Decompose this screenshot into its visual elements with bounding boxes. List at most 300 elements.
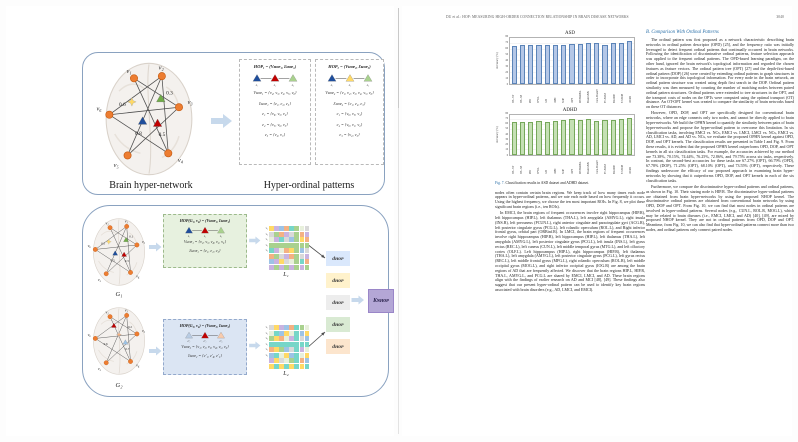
x-tick-slot (576, 156, 584, 174)
x-tick-slot (517, 156, 525, 174)
matrix-cell (284, 259, 289, 264)
x-tick-label: WL-SP (520, 165, 524, 174)
formula-line: Vʜᴏᴘ₁ = {v₂, v₃, v₄, v₅, v₆} (183, 239, 227, 244)
x-tick-label: DSTKRNL (578, 161, 582, 174)
svg-text:e₁: e₁ (187, 235, 191, 238)
matrix-cell (294, 331, 299, 336)
matrix-cell (284, 243, 289, 248)
bar (611, 120, 616, 156)
matrix-cell (284, 226, 289, 231)
matrix-cell (294, 237, 299, 242)
running-head (446, 15, 784, 19)
y-tick-label: 80 (505, 34, 508, 38)
x-axis-labels (506, 153, 635, 174)
matrix-cell (305, 243, 310, 248)
matrix-cell (294, 259, 299, 264)
svg-text:e₁: e₁ (330, 82, 333, 87)
matrix-cell (269, 265, 274, 270)
matrix-cell (269, 259, 274, 264)
left-page (6, 6, 394, 436)
x-tick-label: T-SHOP (620, 93, 624, 103)
matrix-cell (294, 226, 299, 231)
label-brain-hypernetwork: Brain hyper-network (109, 180, 193, 191)
formula-line: Vʜᴏᴘ₂ = {v₁, v₂, v₃, v₄, v₅, v₆} (181, 344, 229, 349)
y-tick-label: 10 (505, 76, 508, 80)
matrix-cell (279, 232, 284, 237)
matrix-cell (279, 353, 284, 358)
x-tick-slot (517, 85, 525, 103)
kernel-output-box: Kɴʜᴏᴘ (368, 289, 394, 313)
x-tick-label: OPD (553, 168, 557, 174)
svg-text:e₃: e₃ (219, 235, 223, 238)
formula-line: e₄ = {v₆, v₁, v₂} (336, 121, 363, 127)
svg-text:v₅: v₅ (113, 162, 119, 170)
matrix-cell (300, 336, 305, 341)
matrix-cell (279, 347, 284, 352)
svg-text:0.3: 0.3 (124, 259, 129, 264)
bar (512, 46, 517, 84)
matrix-cell (284, 342, 289, 347)
matrix-cell (274, 237, 279, 242)
x-tick-slot (593, 156, 601, 174)
svg-text:e₃: e₃ (291, 82, 295, 87)
dhop-distance-box: dʜᴏᴘ (326, 317, 350, 332)
matrix-cell (289, 347, 294, 352)
bar (602, 45, 607, 84)
dhop-distance-box: dʜᴏᴘ (326, 339, 350, 354)
right-block-arrow-icon (249, 341, 261, 350)
matrix-row-label: v₆ (265, 352, 268, 357)
matrix-cell (289, 232, 294, 237)
g1-label: G₁ (115, 291, 123, 298)
bar (545, 45, 550, 84)
matrix-cell (279, 254, 284, 259)
paragraph: Furthermore, we compare the discriminative hyper-ordinal patterns and ordinal patterns, as shown in Fig. 10. Their staring node is HIP.R. The discriminative hyper-ordinal patterns are obtained from brain hyper-networks by using the proposed NHOP kernel. The discriminative ordinal patterns are obtained from conventional brain networks by using OPD, DOP and OPT. From Fig. 10, we can find that most nodes in ordinal patterns are involved in hyper-ordinal patterns. Several nodes (e.g., CUN.L, ROL.R, MOG.L), which may be related to brain diseases (i.e., EMCI, LMCI, and AD) [40], [49], are mixed by proposed NHOP kernel. They are not in ordinal patterns from OPD, DOP and OPT. Meantime, from Fig. 10, we can also find that hyper-ordinal patterns connect more than two nodes, and ordinal patterns only connect paired nodes. (646, 183, 794, 233)
formula-line: Vʜᴏᴘ₂ = {v₁, v₂, v₃, v₄, v₅, v₆} (325, 90, 374, 95)
formula-line: e₃ = {v₂, v₃} (264, 132, 286, 137)
matrix-cell (274, 353, 279, 358)
svg-text:v₆: v₆ (87, 332, 91, 337)
formula-line: Ɛʜᴏᴘ₂ = {e′₁, e′₄, e′₃} (188, 352, 222, 358)
bar (594, 121, 599, 155)
matrix-cell (279, 248, 284, 253)
matrix-cell (300, 358, 305, 363)
matrix-cell (289, 259, 294, 264)
svg-text:v₁: v₁ (105, 310, 109, 315)
x-tick-label: WWL (536, 96, 540, 103)
bar (520, 122, 525, 156)
dhop-distance-box: dʜᴏᴘ (326, 251, 350, 266)
y-axis-ticks (501, 111, 509, 157)
bar (619, 119, 624, 155)
bar (569, 44, 574, 84)
matrix-cell (300, 248, 305, 253)
matrix-cell (294, 232, 299, 237)
matrix-cell (269, 358, 274, 363)
x-tick-slot (559, 85, 567, 103)
hop1-title: HOP₁ = (Vʜᴏᴘ₁, Ɛʜᴏᴘ₁) (253, 64, 297, 69)
matrix-cell (274, 243, 279, 248)
bar (586, 119, 591, 155)
svg-text:e₄: e₄ (348, 82, 351, 87)
matrix-cell (294, 342, 299, 347)
y-tick-label: 50 (505, 127, 508, 131)
matrix-cell (300, 331, 305, 336)
svg-text:e₂: e₂ (273, 82, 277, 87)
matrix-cell (269, 226, 274, 231)
svg-text:v₃: v₃ (142, 329, 146, 334)
x-tick-label: GH (545, 170, 549, 174)
matrix-cell (300, 364, 305, 369)
matrix-cell (269, 243, 274, 248)
matrix-cell (284, 364, 289, 369)
matrix-cell (289, 358, 294, 363)
formula-line: e₁ = {v₆, v₅, v₄} (262, 111, 288, 116)
matrix-cell (284, 265, 289, 270)
svg-text:v₅: v₅ (97, 277, 101, 282)
x-tick-label: OPT (570, 97, 574, 103)
matrix-cell (300, 342, 305, 347)
brain-g2-image (87, 301, 151, 381)
bar (627, 118, 632, 155)
section-heading: B. Comparison With Ordinal Patterns (646, 30, 719, 35)
x-tick-slot (618, 156, 626, 174)
matrix-cell (269, 347, 274, 352)
svg-text:v₃: v₃ (187, 99, 193, 106)
plot-area (506, 37, 635, 86)
x-tick-label: BrainGNN (587, 91, 591, 103)
matrix-cell (269, 325, 274, 330)
y-tick-label: 60 (505, 122, 508, 126)
x-tick-label: DSTKRNL (578, 90, 582, 103)
bar (627, 41, 632, 84)
formula-line: Ɛʜᴏᴘ₁ = {e₁, e₂, e₃} (259, 100, 291, 106)
formula-line: Ɛʜᴏᴘ₁ = {e₁, e₂, e₃} (189, 247, 221, 253)
right-block-arrow-icon (149, 242, 162, 252)
x-tick-slot (543, 85, 551, 103)
matrix-cell (274, 364, 279, 369)
matrix-cell (289, 325, 294, 330)
matrix-cell (279, 259, 284, 264)
svg-text:0.6: 0.6 (119, 102, 126, 109)
x-tick-label: WWL (536, 167, 540, 174)
y-axis-ticks (501, 34, 509, 86)
matrix-cell (300, 232, 305, 237)
matrix-cell (289, 342, 294, 347)
formula-line: e₁ = {v₆, v₅, v₄} (336, 111, 363, 116)
x-tick-slot (506, 153, 517, 174)
hop2-title: HOP₂ = (Vʜᴏᴘ₂, Ɛʜᴏᴘ₂) (328, 64, 371, 69)
svg-text:e′₄: e′₄ (203, 340, 207, 343)
x-tick-label: FC-MAT (604, 164, 608, 174)
svg-text:v₄: v₄ (136, 274, 140, 279)
matrix-cell (305, 265, 310, 270)
y-tick-label: 70 (505, 40, 508, 44)
bar (602, 120, 607, 155)
matrix-cell (284, 336, 289, 341)
x-tick-label: Com-BrainT (595, 160, 599, 174)
y-tick-label: 40 (505, 58, 508, 62)
matrix-cell (294, 358, 299, 363)
matrix-cell (284, 237, 289, 242)
figure-top-panel (82, 52, 385, 195)
running-title: DU et al.: HOP: MEASURING HIGH-ORDER CONNECTION RELATIONSHIP IN BRAIN DISEASE NETWORKS (446, 15, 629, 19)
matrix-cell (289, 243, 294, 248)
dhop-distance-box: dʜᴏᴘ (326, 295, 350, 310)
matrix-cell (279, 358, 284, 363)
matrix-cell (284, 248, 289, 253)
paragraph: The ordinal pattern was first proposed as a network characteristic describing brain networks in ordinal pattern descriptor (OPD) [25], and the frequency ratio was initially leveraged to detect frequent ordinal patterns that continually occurred in brain networks. Following the identification of discriminative ordinal patterns, feature selection approach was applied to the frequent ordinal patterns. The OPD-based learning paradigm, on the other hand, ignored the brain network's topological information and regarded the chosen features as feature vectors. The ordinal pattern tree (OPT) [27] and the depth-first-based ordinal pattern (DOP) [26] were created by extending ordinal patterns to graph structures in order to incorporate this topological information. For every node in the brain network, an ordinal pattern structure was created using depth first search in the DOP. Ordinal pattern similarity was then measured by counting the number of matching nodes between paired ordinal pattern structures. Ordinal patterns were extended to tree structures in the OPT, and the transport costs of nodes on the OPTs were computed using the optimal transport (OT) distance. An OT-OPT kernel was created to compare the similarity of brain networks based on these OT distances. (646, 37, 794, 110)
x-tick-label: BLODE (612, 165, 616, 174)
bar (594, 43, 599, 84)
svg-text:v₆: v₆ (87, 243, 91, 248)
svg-text:v₄: v₄ (177, 156, 184, 164)
x-tick-slot (559, 156, 567, 174)
y-axis-label: Accuracy (%) (495, 52, 499, 70)
x-tick-slot (601, 85, 609, 103)
svg-text:0.3: 0.3 (166, 90, 173, 97)
x-tick-slot (593, 85, 601, 103)
svg-text:v₂: v₂ (124, 219, 128, 224)
x-tick-label: WL-ST (511, 165, 515, 174)
chart-title: ASD (564, 31, 575, 36)
x-tick-label: SOP (562, 169, 566, 174)
matrix-cell (305, 254, 310, 259)
matrix-cell (289, 226, 294, 231)
x-tick-slot (526, 156, 534, 174)
matrix-cell (289, 265, 294, 270)
matrix-cell (269, 336, 274, 341)
matrix-cell (294, 347, 299, 352)
matrix-cell (305, 347, 310, 352)
matrix-row-label: v₃ (265, 336, 268, 341)
bar (528, 122, 533, 155)
matrix-cell (269, 254, 274, 259)
matrix-cell (279, 243, 284, 248)
x-tick-slot (568, 156, 576, 174)
x-tick-label: OURS (629, 95, 633, 103)
matrix-cell (284, 325, 289, 330)
matrix-cell (279, 325, 284, 330)
x-tick-label: BrainGNN (587, 162, 591, 174)
matrix-cell (305, 325, 310, 330)
matrix-cell (300, 237, 305, 242)
brain-hypernetwork-image (91, 59, 207, 179)
matrix-row-label: v₂ (265, 226, 268, 230)
matrix-cell (284, 347, 289, 352)
l1-matrix (269, 226, 309, 270)
l2-row-labels (261, 325, 268, 369)
x-tick-slot (618, 85, 626, 103)
dhop-distance-stack (326, 251, 350, 361)
svg-text:0.2: 0.2 (127, 325, 132, 330)
x-tick-slot (551, 85, 559, 103)
hop-g2-box (163, 319, 247, 375)
x-tick-label: OPT (570, 168, 574, 174)
matrix-cell (274, 358, 279, 363)
matrix-row-label: v₄ (265, 237, 268, 242)
svg-text:v₆: v₆ (96, 105, 102, 113)
x-tick-slot (610, 85, 618, 103)
figure-caption (495, 181, 645, 186)
y-tick-label: 20 (505, 70, 508, 74)
hop-g1-title: HOP(G₁, v₆) = (Vʜᴏᴘ₁, Ɛʜᴏᴘ₁) (179, 218, 231, 223)
svg-text:e′₁: e′₁ (187, 340, 191, 343)
column-left (495, 31, 645, 294)
matrix-cell (305, 226, 310, 231)
x-tick-label: GH (545, 99, 549, 103)
bar (561, 45, 566, 84)
matrix-cell (279, 336, 284, 341)
y-tick-label: 10 (505, 148, 508, 152)
x-tick-slot (576, 85, 584, 103)
x-axis-labels (506, 82, 635, 103)
hop1-motif-icon (248, 72, 302, 87)
matrix-cell (300, 325, 305, 330)
adhd-bar-chart (495, 108, 645, 174)
hop-g1-box (163, 214, 247, 268)
y-axis-label: Accuracy (%) (495, 126, 499, 144)
bar (569, 119, 574, 155)
y-tick-label: 30 (505, 64, 508, 68)
matrix-cell (284, 331, 289, 336)
matrix-cell (274, 331, 279, 336)
matrix-cell (279, 226, 284, 231)
x-tick-slot (543, 156, 551, 174)
dhop-distance-box: dʜᴏᴘ (326, 273, 350, 288)
hop2-motif-icon (323, 72, 377, 87)
l1-row-labels (261, 226, 268, 270)
label-hyper-ordinal-patterns: Hyper-ordinal patterns (263, 180, 355, 191)
x-tick-slot (568, 85, 576, 103)
matrix-cell (289, 248, 294, 253)
matrix-cell (269, 248, 274, 253)
bar (561, 120, 566, 155)
y-tick-label: 50 (505, 52, 508, 56)
matrix-cell (274, 259, 279, 264)
x-tick-label: RW (528, 98, 532, 103)
matrix-cell (284, 232, 289, 237)
bar (520, 45, 525, 84)
matrix-cell (305, 358, 310, 363)
svg-text:0.7: 0.7 (125, 346, 130, 351)
x-tick-slot (627, 85, 635, 103)
matrix-cell (294, 254, 299, 259)
paragraph: In EMCI, the brain regions of frequent occurrences involve right hippocampus (HIP.R), left hippocampus (HIP.L), left thalamus (THA.L), left amygdala (AMYG.L), right insula (INS.R), left precuneus (PCUN.L), right anterior cingulate and paracingulate gyri (ACG.R), left posterior cingulate gyrus (PCG.L), left rolandic operculum (ROL.L), and Right inferior frontal gyrus, orbital part (ORBinf.R). In LMCI, the brain regions of frequent occurrences involve right hippocampus (HIP.R), left hippocampus (HIP.L), left thalamus (THA.L), left amygdala (AMYG.L), left posterior cingulate gyrus (PCG.L), left insula (INS.L), left gyrus rectus (REC.L), left cuneus (CUN.L), left middle temporal gyrus (MTG.L), and left olfactory cortex (OLF.L). Left hippocampus (HIP.L), right hippocampus (HIP.R), left thalamus (THA.L), left amygdala (AMYG.L), left posterior cingulate gyrus (PCG.L), left gyrus rectus (REC.L), left middle frontal gyrus (MFG.L), right rolandic operculum (ROL.R), left middle occipital gyrus (MOG.L), and right inferior occipital gyrus (IOG.R) are among the brain regions of AD that are frequently affected. We discover that the brain regions HIP.L, HIP.R, THA.L, AMYG.L, and PCG.L are shared by EMCI, LMCI, and AD. These brain regions align with the findings of earlier research on AD and MCI [48], [49]. These findings also suggest that our present hyper-ordinal pattern can be used to identify key brain regions associated with brain disorders (e.g., AD, LMCI, and EMCI). (495, 210, 645, 293)
hop2-pattern-box (315, 59, 384, 165)
matrix-row-label: v₄ (265, 341, 268, 346)
bar (536, 121, 541, 155)
matrix-cell (269, 353, 274, 358)
matrix-cell (274, 265, 279, 270)
y-tick-label: 80 (505, 111, 508, 115)
matrix-cell (274, 254, 279, 259)
l2-caption: L₂ (283, 371, 289, 377)
formula-line: Vʜᴏᴘ₁ = {v₂, v₃, v₄, v₅, v₆} (253, 90, 297, 95)
caption-text: Classification results in ASD dataset and ADHD dataset. (505, 181, 590, 185)
x-tick-slot (551, 156, 559, 174)
paragraph: nodes often contain certain brain regions. We keep track of how many times each node appears in hyper-ordinal patterns, and we rate each node based on how frequently it occurs. Using the highest frequency, we choose the ten most important ROIs. In Fig. 8, we plot these significant brain regions (i.e., ten ROIs). (495, 189, 645, 209)
l1-caption: L₁ (283, 272, 289, 278)
right-block-arrow-icon (149, 346, 162, 356)
matrix-cell (284, 254, 289, 259)
matrix-cell (300, 347, 305, 352)
matrix-cell (289, 336, 294, 341)
l2-matrix (269, 325, 309, 369)
matrix-cell (305, 336, 310, 341)
svg-text:v₄: v₄ (136, 363, 140, 368)
y-tick-label: 40 (505, 132, 508, 136)
x-tick-slot (585, 85, 593, 103)
bar (586, 43, 591, 84)
hop-g2-title: HOP(G₂, v₆) = (Vʜᴏᴘ₂, Ɛʜᴏᴘ₂) (179, 323, 231, 328)
svg-text:v₂: v₂ (124, 308, 128, 313)
x-tick-slot (585, 156, 593, 174)
matrix-row-label: v₁ (265, 325, 268, 329)
x-tick-slot (506, 82, 517, 103)
matrix-cell (274, 248, 279, 253)
y-tick-label: 20 (505, 143, 508, 147)
x-tick-slot (601, 156, 609, 174)
column-right (646, 30, 794, 234)
svg-text:v₁: v₁ (105, 221, 109, 226)
x-tick-slot (534, 85, 542, 103)
matrix-row-label: v₂ (265, 330, 268, 335)
matrix-cell (284, 353, 289, 358)
svg-text:v₅: v₅ (97, 366, 101, 371)
matrix-cell (294, 353, 299, 358)
matrix-row-label: v₆ (265, 248, 268, 253)
matrix-cell (289, 237, 294, 242)
right-block-arrow-icon (351, 295, 365, 305)
x-tick-slot (610, 156, 618, 174)
x-tick-slot (627, 156, 635, 174)
matrix-cell (305, 331, 310, 336)
x-tick-slot (526, 85, 534, 103)
matrix-cell (279, 237, 284, 242)
matrix-cell (269, 232, 274, 237)
x-tick-label: BLODE (612, 94, 616, 103)
svg-text:0.5: 0.5 (110, 258, 115, 263)
svg-text:e₂: e₂ (203, 235, 207, 238)
matrix-cell (305, 232, 310, 237)
matrix-cell (279, 342, 284, 347)
matrix-cell (300, 254, 305, 259)
matrix-row-label: v₃ (265, 231, 268, 236)
x-tick-label: OPD (553, 97, 557, 103)
brain-g1-image (87, 212, 151, 292)
g2-label: G₂ (115, 382, 123, 389)
svg-text:e₁: e₁ (255, 82, 259, 87)
matrix-cell (279, 331, 284, 336)
paragraph: However, OPD, DOP, and OPT are specifically designed for conventional brain networks, where an edge connects only two nodes, and cannot be directly applied to brain hyper-networks. We build the OPHN kernel to quantify the similarity between pairs of brain hyper-networks and propose the hyper-ordinal pattern to overcome this limitation. In six classification tasks, involving EMCI vs. NCs, EMCI vs. LMCI, LMCI vs. NCs, EMCI vs. AD, LMCI vs. AD, and AD vs. NCs, we evaluate the proposed OPHN kernel against OPD, DOP, and OPT kernels. The classification results are presented in Table I and Fig. 9. From these results, it is evident that the proposed OPHN kernel outperforms OPD, DOP, and OPT kernels in all six classification tasks. For example, the accuracies achieved by our method are 73.38%, 70.15%, 74.44%, 76.25%, 72.86%, and 79.75% across six tasks, respectively. In contrast, the second-best accuracies for these tasks are 67.27% (OPT), 66.79% (OPD), 67.78% (DOP), 71.25% (OPT), 68.10% (OPT), and 73.55% (OPT), respectively. These findings underscore the efficacy of our proposed approach in examining brain hyper-networks by showing that it outperforms OPD, DOP, and OPT kernels in each of the six classification tasks. (646, 110, 794, 183)
matrix-cell (305, 353, 310, 358)
hop-g1-motif-icon (181, 225, 229, 238)
matrix-cell (274, 342, 279, 347)
x-tick-label: WL-SP (520, 94, 524, 103)
matrix-cell (305, 259, 310, 264)
hop-g2-motif-icon (181, 330, 229, 343)
matrix-cell (289, 353, 294, 358)
matrix-cell (274, 325, 279, 330)
x-tick-label: Com-BrainT (595, 89, 599, 103)
matrix-cell (274, 226, 279, 231)
right-block-arrow-icon (211, 113, 233, 129)
bar (512, 122, 517, 156)
matrix-cell (300, 243, 305, 248)
matrix-cell (289, 364, 294, 369)
y-tick-label: 60 (505, 46, 508, 50)
